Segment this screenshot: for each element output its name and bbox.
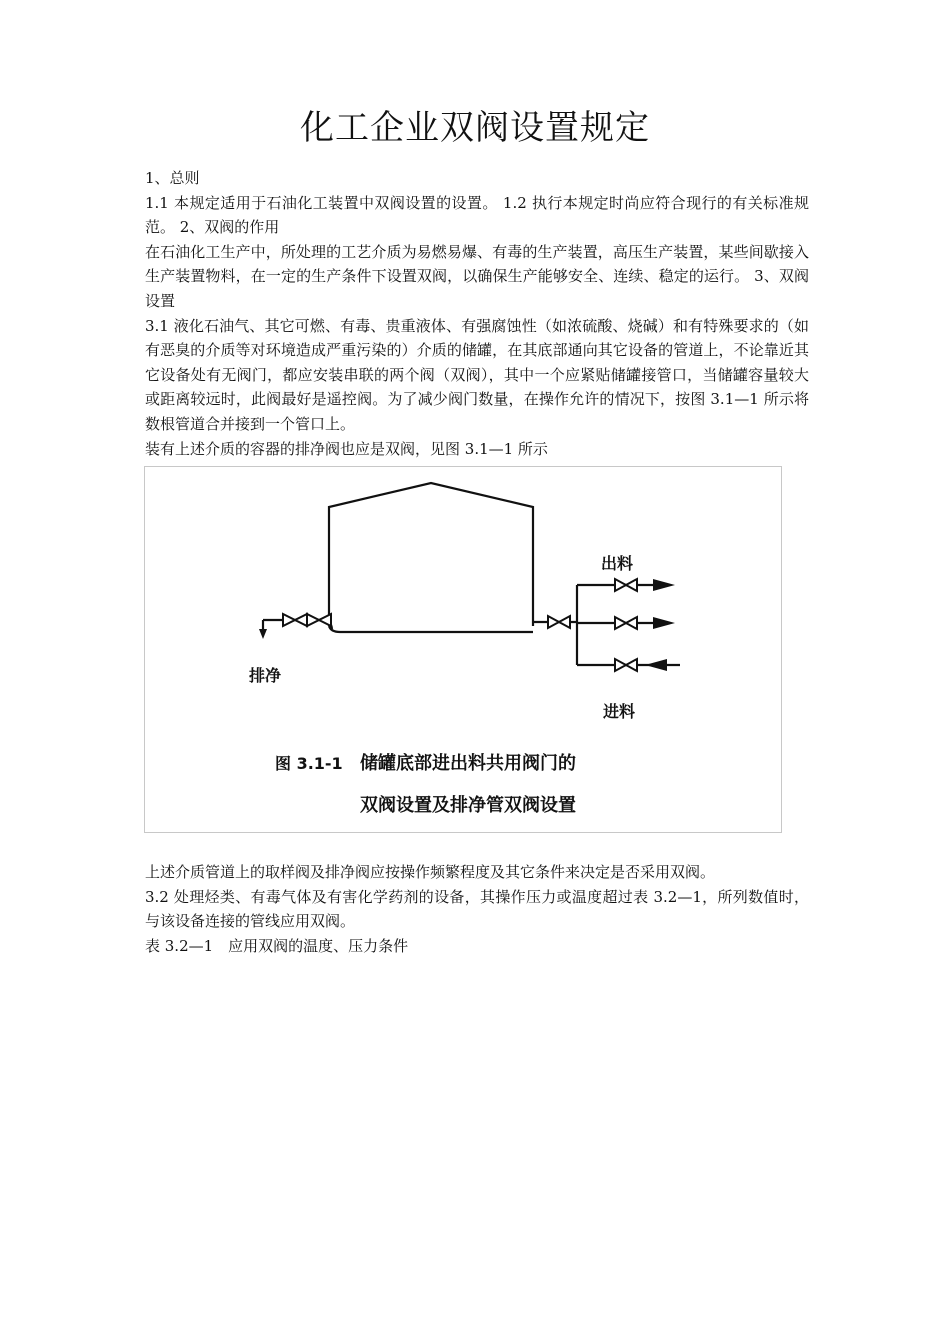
paragraph: 在石油化工生产中，所处理的工艺介质为易燃易爆、有毒的生产装置，高压生产装置，某些间歇接入生产装置物料，在一定的生产条件下设置双阀，以确保生产能够安全、连续、稳定的运行。 3、双阀设置	[145, 242, 809, 310]
drain-label: 排净	[249, 666, 282, 685]
body-text-bottom	[145, 860, 809, 958]
figure-caption-line-2: 双阀设置及排净管双阀设置	[360, 795, 576, 816]
tank-outline	[329, 483, 533, 626]
body-text-top	[145, 166, 809, 461]
paragraph: 装有上述介质的容器的排净阀也应是双阀，见图 3.1—1 所示	[145, 439, 548, 458]
page-title: 化工企业双阀设置规定	[300, 108, 650, 148]
figure-tank-valves	[144, 466, 782, 833]
paragraph: 1、总则	[145, 169, 200, 187]
drain-tip	[259, 629, 267, 639]
paragraph: 3.2 处理烃类、有毒气体及有害化学药剂的设备，其操作压力或温度超过表 3.2—1，所列数值时，与该设备连接的管线应用双阀。	[145, 887, 809, 931]
table-caption: 表 3.2—1 应用双阀的温度、压力条件	[145, 936, 409, 955]
figure-caption-line-1: 储罐底部进出料共用阀门的	[360, 753, 576, 774]
drain-valve-2	[307, 614, 331, 626]
branch-valve-2	[615, 617, 637, 629]
inlet-arrow	[645, 659, 667, 671]
outlet-arrow-2	[653, 617, 675, 629]
paragraph: 上述介质管道上的取样阀及排净阀应按操作频繁程度及其它条件来决定是否采用双阀。	[145, 863, 716, 881]
inlet-label: 进料	[603, 702, 636, 721]
drain-valve-1	[283, 614, 307, 626]
branch-valve-3	[615, 659, 637, 671]
paragraph: 3.1 液化石油气、其它可燃、有毒、贵重液体、有强腐蚀性（如浓硫酸、烧碱）和有特殊要求的（如有恶臭的介质等对环境造成严重污染的）介质的储罐，在其底部通向其它设备的管道上，不论靠近其它设备处有无阀门，都应安装串联的两个阀（双阀），其中一个应紧贴储罐接管口，当储罐容量较大或距离较远时，此阀最好是遥控阀。为了减少阀门数量，在操作允许的情况下，按图 3.1—1 所示将数根管道合并接到一个管口上。	[145, 316, 809, 433]
figure-caption-number: 图 3.1-1	[275, 754, 343, 773]
outlet-label: 出料	[601, 554, 634, 573]
paragraph: 1.1 本规定适用于石油化工装置中双阀设置的设置。 1.2 执行本规定时尚应符合现行的有关标准规范。 2、双阀的作用	[145, 193, 809, 237]
branch-valve-1	[615, 579, 637, 591]
outlet-valve-1	[548, 616, 570, 628]
tank-valve-diagram	[145, 467, 783, 834]
outlet-arrow-1	[653, 579, 675, 591]
